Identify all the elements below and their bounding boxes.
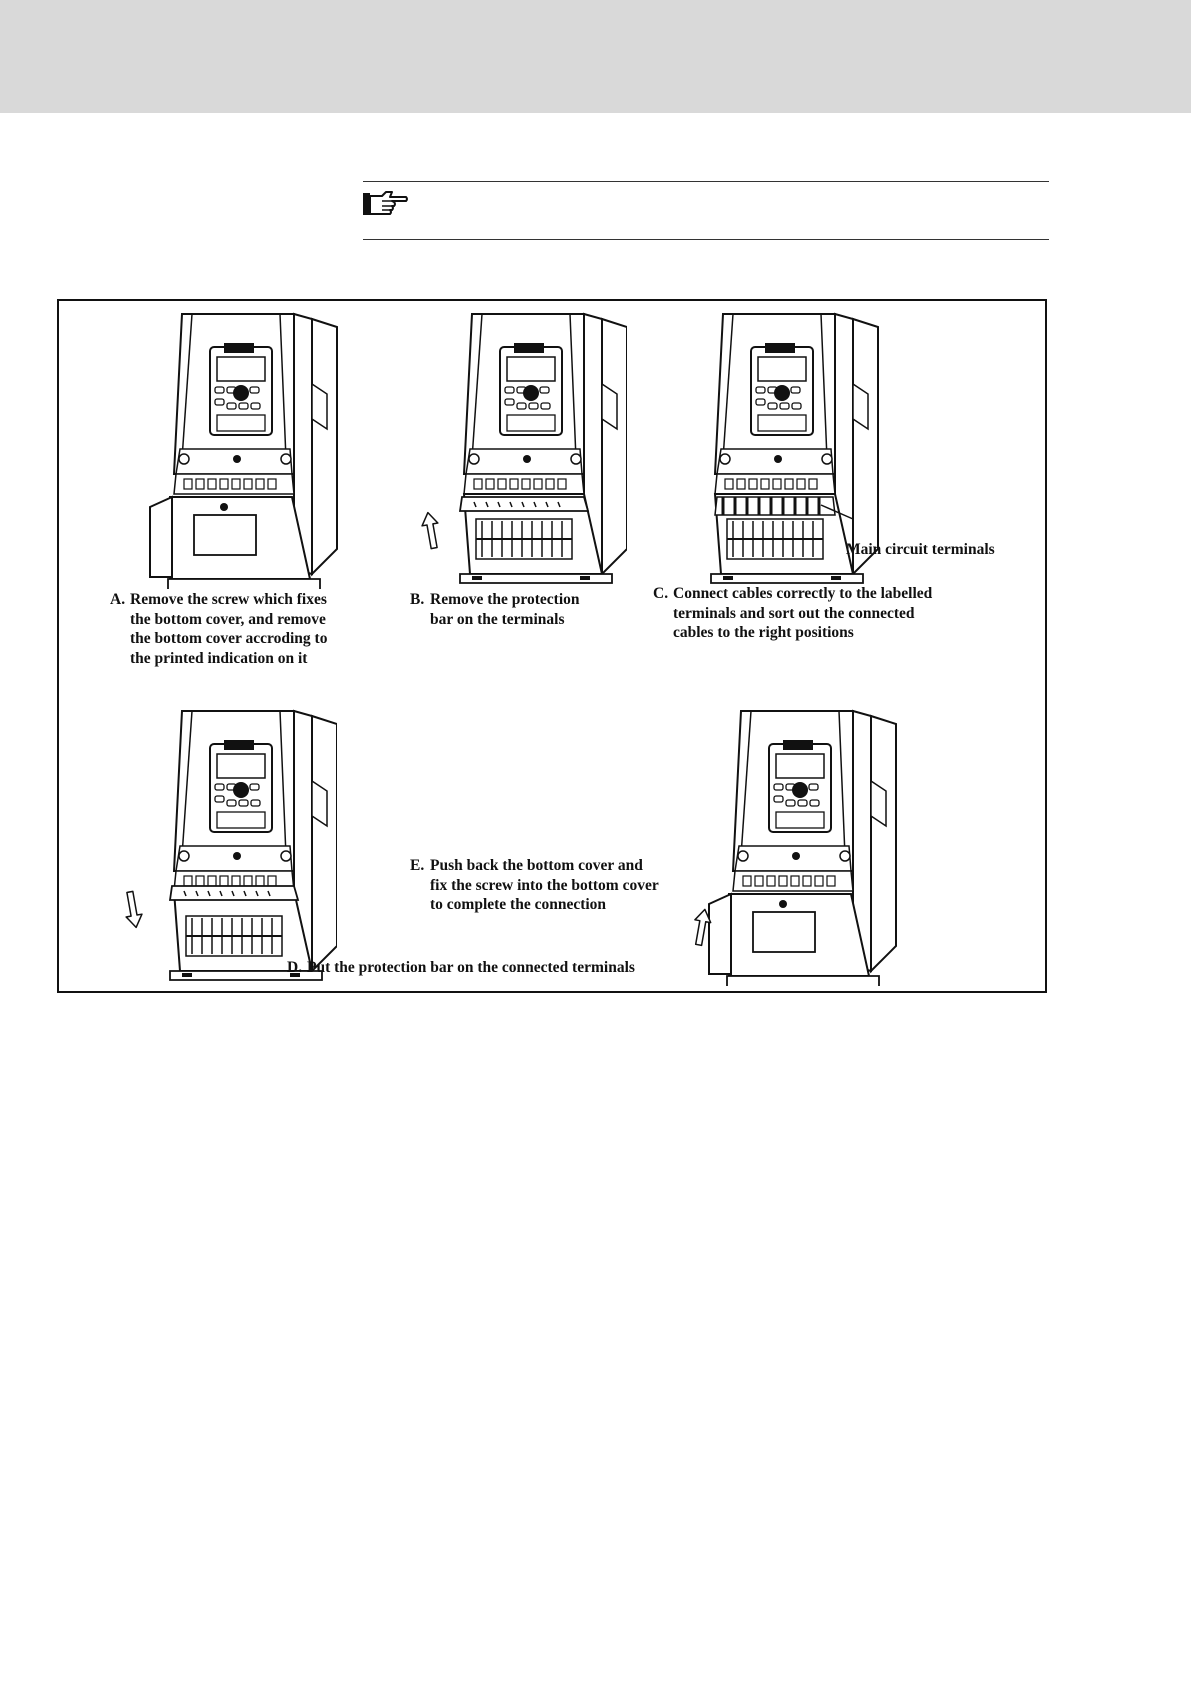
step-b-caption bbox=[410, 590, 580, 629]
step-d-illustration bbox=[117, 706, 337, 986]
main-circuit-terminals-label: Main circuit terminals bbox=[846, 541, 995, 558]
step-c-line-1: Connect cables correctly to the labelled bbox=[673, 585, 933, 602]
pointing-hand-icon bbox=[362, 190, 408, 220]
step-c-line-3: cables to the right positions bbox=[673, 624, 854, 641]
step-e-caption bbox=[410, 856, 659, 915]
step-b-letter: B. bbox=[410, 591, 425, 608]
step-a-line-3: the bottom cover accroding to bbox=[130, 630, 328, 647]
step-b-line-2: bar on the terminals bbox=[430, 610, 565, 628]
step-c-line-2: terminals and sort out the connected bbox=[673, 604, 915, 622]
wiring-procedure-figure bbox=[57, 299, 1047, 993]
note-bottom-rule bbox=[363, 239, 1049, 240]
step-e-line-2: fix the screw into the bottom cover bbox=[430, 876, 659, 894]
note-top-rule bbox=[363, 181, 1049, 182]
step-a-illustration bbox=[147, 309, 347, 589]
step-b-line-1: Remove the protection bbox=[430, 591, 580, 608]
step-e-letter: E. bbox=[410, 857, 425, 874]
step-e-line-3: to complete the connection bbox=[430, 896, 607, 913]
step-d-line-1: Put the protection bar on the connected terminals bbox=[307, 959, 635, 976]
page-header-band bbox=[0, 0, 1191, 113]
step-b-illustration bbox=[407, 309, 627, 589]
step-d-letter: D. bbox=[287, 959, 303, 976]
step-a-line-4: the printed indication on it bbox=[130, 649, 308, 667]
step-e-line-1: Push back the bottom cover and bbox=[430, 857, 643, 874]
step-a-line-1: Remove the screw which fixes bbox=[130, 591, 327, 608]
step-e-illustration bbox=[691, 706, 911, 986]
step-a-letter: A. bbox=[110, 591, 126, 608]
step-a-caption bbox=[110, 590, 327, 668]
step-c-letter: C. bbox=[653, 585, 669, 602]
step-d-caption bbox=[287, 958, 635, 978]
step-c-caption bbox=[653, 584, 932, 643]
step-a-line-2: the bottom cover, and remove bbox=[130, 610, 326, 628]
